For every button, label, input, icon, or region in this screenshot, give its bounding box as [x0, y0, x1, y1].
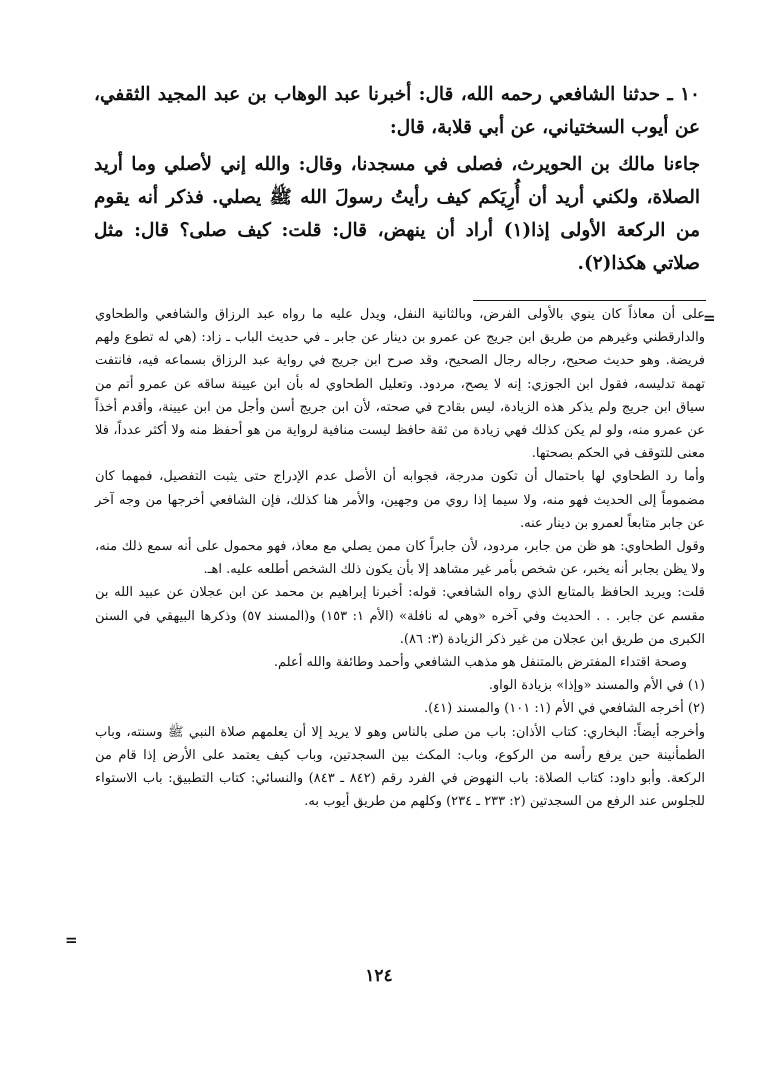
continuation-marker-bottom: = — [65, 931, 78, 949]
footnote-continuation-paragraph: وأما رد الطحاوي لها باحتمال أن تكون مدرجة، فجوابه أن الأصل عدم الإدراج حتى يثبت التفصيل، فمهما كان مضموماً إلى الحديث فهو منه، ولا سيما إذا روي من وجهين، والأمر هنا كذلك، فإن الشافعي أخرجها من وجه آخر عن جابر متابعاً لعمرو بن دينار عنه. — [95, 469, 705, 531]
footnote-separator — [473, 300, 706, 301]
page-number: ١٢٤ — [365, 966, 393, 986]
footnote-1: (١) في الأم والمسند «وإذا» بزيادة الواو. — [488, 678, 705, 694]
footnote-2-continuation: وأخرجه أيضاً: البخاري: كتاب الأذان: باب من صلى بالناس وهو لا يريد إلا أن يعلمهم صلاة النبي ﷺ وسنته، وباب الطمأنينة حين يرفع رأسه من الركوع، وباب: المكث بين السجدتين، وباب كيف يعتمد على الأرض إذا قام من الركعة. وأبو داود: كتاب الصلاة: باب النهوض في الفرد رقم (٨٤٢ ـ ٨٤٣) والنسائي: كتاب التطبيق: باب الاستواء للجلوس عند الرفع من السجدتين (٢: ٢٣٣ ـ ٢٣٤) وكلهم من طريق أيوب به. — [95, 724, 706, 810]
footnote-continuation-paragraph: وصحة اقتداء المفترض بالمتنفل هو مذهب الشافعي وأحمد وطائفة والله أعلم. — [273, 655, 687, 671]
footnote-continuation-paragraph: قلت: ويريد الحافظ بالمتابع الذي رواه الشافعي: قوله: أخبرنا إبراهيم بن محمد عن ابن عجلان عن عبيد الله بن مقسم عن جابر. . . الحديث وفي آخره «وهي له نافلة» (الأم ١: ١٥٣) و(المسند ٥٧) وذكرها البيهقي في السنن الكبرى من طريق ابن عجلان من غير ذكر الزيادة (٣: ٨٦). — [95, 585, 706, 647]
footnote-continuation-paragraph: وقول الطحاوي: هو ظن من جابر، مردود، لأن جابراً كان ممن يصلي مع معاذ، فهو محمول على أنه سمع ذلك منه، ولا يظن بجابر أنه يخبر، عن شخص بأمر غير مشاهد إلا بأن يكون ذلك الشخص أطلعه عليه. اهـ. — [95, 539, 705, 578]
continuation-marker-top: = — [703, 309, 716, 327]
hadith-chain: ١٠ ـ حدثنا الشافعي رحمه الله، قال: أخبرنا عبد الوهاب بن عبد المجيد الثقفي، عن أيوب السختياني، عن أبي قلابة، قال: — [94, 84, 700, 138]
footnotes — [95, 303, 705, 813]
hadith-text — [94, 78, 700, 280]
footnote-2: (٢) أخرجه الشافعي في الأم (١: ١٠١) والمسند (٤١). — [423, 701, 705, 717]
footnote-continuation-paragraph: على أن معاذاً كان ينوي بالأولى الفرض، وبالثانية النفل، ويدل عليه ما رواه عبد الرزاق والشافعي والطحاوي والدارقطني وغيرهم من طريق ابن جريج عن عمرو بن دينار عن جابر ـ في حديث الباب ـ زاد: (هي له تطوع ولهم فريضة. وهو حديث صحيح، رجاله رجال الصحيح، وقد صرح ابن جريج في رواية عبد الرزاق بسماعه فيه، فانتفت تهمة تدليسه، فقول ابن الجوزي: إنه لا يصح، مردود. وتعليل الطحاوي له بأن ابن عيينة ساقه عن عمرو أتم من سياق ابن جريج ولم يذكر هذه الزيادة، ليس بقادح في صحته، لأن ابن جريج أسن وأجل من ابن عيينة، وأقدم أخذاً عن عمرو منه، ولو لم يكن كذلك فهي زيادة من ثقة حافظ ليست منافية لرواية من هو أحفظ منه ولا أكثر عدداً، فلا معنى للتوقف في الحكم بصحتها. — [95, 307, 706, 462]
hadith-body: جاءنا مالك بن الحويرث، فصلى في مسجدنا، وقال: والله إني لأصلي وما أريد الصلاة، ولكني أريد أن أُرِيَكم كيف رأيتُ رسولَ الله ﷺ يصلي. فذكر أنه يقوم من الركعة الأولى إذا(١) أراد أن ينهض، قال: قلت: كيف صلى؟ قال: مثل صلاتي هكذا(٢). — [94, 154, 701, 274]
